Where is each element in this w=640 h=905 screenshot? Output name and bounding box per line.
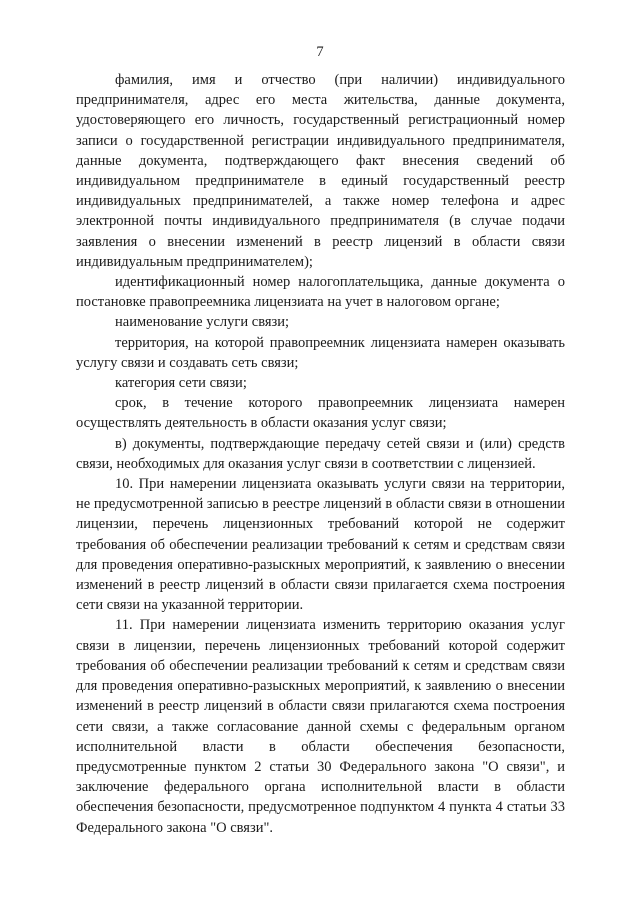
paragraph: фамилия, имя и отчество (при наличии) индивидуального предпринимателя, адрес его места жительства, данные документа, удостоверяющего его личность, государственный регистрационный номер записи о государственной регистрации индивидуального предпринимателя, данные документа, подтверждающего факт внесения сведений об индивидуальном предпринимателе в единый государственный реестр индивидуальных предпринимателей, а также номер телефона и адрес электронной почты индивидуального предпринимателя (в случае подачи заявления о внесении изменений в реестр лицензий в области связи индивидуальным предпринимателем); (76, 72, 565, 270)
paragraph: территория, на которой правопреемник лицензиата намерен оказывать услугу связи и создавать сеть связи; (76, 334, 565, 371)
document-body (76, 70, 565, 838)
paragraph: 10. При намерении лицензиата оказывать услуги связи на территории, не предусмотренной записью в реестре лицензий в области связи в отношении лицензии, перечень лицензионных требований которой не содержит требования об обеспечении реализации требований к сетям и средствам связи для проведения оперативно-разыскных мероприятий, к заявлению о внесении изменений в реестр лицензий в области связи прилагается схема построения сети связи на указанной территории. (76, 476, 565, 614)
paragraph: 11. При намерении лицензиата изменить территорию оказания услуг связи в лицензии, перечень лицензионных требований которой содержит требования об обеспечении реализации требований к сетям и средствам связи для проведения оперативно-разыскных мероприятий, к заявлению о внесении изменений в реестр лицензий в области связи прилагаются схема построения сети связи, а также согласование данной схемы с федеральным органом исполнительной власти в области обеспечения безопасности, предусмотренные пунктом 2 статьи 30 Федерального закона "О связи", и заключение федерального органа исполнительной власти в области обеспечения безопасности, предусмотренное подпунктом 4 пункта 4 статьи 33 Федерального закона "О связи". (76, 617, 565, 836)
paragraph: срок, в течение которого правопреемник лицензиата намерен осуществлять деятельность в области оказания услуг связи; (76, 395, 565, 432)
paragraph: наименование услуги связи; (115, 314, 290, 331)
paragraph: идентификационный номер налогоплательщика, данные документа о постановке правопреемника лицензиата на учет в налоговом органе; (76, 274, 565, 311)
paragraph: категория сети связи; (115, 375, 247, 392)
page-number: 7 (316, 44, 324, 60)
paragraph: в) документы, подтверждающие передачу сетей связи и (или) средств связи, необходимых для оказания услуг связи в соответствии с лицензией. (76, 435, 565, 472)
